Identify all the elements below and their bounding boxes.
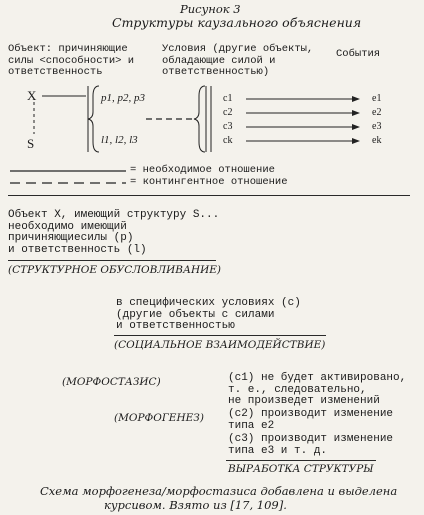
footer-line-2: курсивом. Взято из [17, 109].: [104, 498, 287, 512]
morphostasis-label: (МОРФОСТАЗИС): [62, 376, 161, 388]
legend-dashed-text: = контингентное отношение: [130, 176, 288, 188]
block1-line: необходимо имеющий: [8, 220, 127, 233]
block1-rule: [8, 260, 216, 261]
arrow-c2-e2: [246, 110, 360, 116]
arrow-ck-ek: [246, 138, 360, 144]
conditions-heading-line: Условия (другие объекты,: [162, 43, 314, 55]
object-heading-line: Объект: причиняющие: [8, 43, 128, 55]
block1-line: Объект X, имеющий структуру S...: [8, 209, 220, 221]
label-ck: ck: [223, 135, 233, 146]
figure-label: Рисунок 3: [180, 2, 241, 16]
c3-line: (c3) производит изменение: [228, 433, 394, 445]
block3-rule: [226, 460, 376, 461]
label-s: S: [27, 136, 35, 151]
block2-line: и ответственностью: [116, 320, 235, 332]
c3-text: [228, 434, 393, 457]
c1-line: не произведет изменений: [228, 395, 380, 407]
block2-caption: (СОЦИАЛЬНОЕ ВЗАИМОДЕЙСТВИЕ): [114, 339, 326, 351]
label-e2: e2: [372, 107, 382, 118]
label-ek: ek: [372, 135, 382, 146]
object-heading-line: силы <способности> и: [8, 54, 135, 67]
block2-line: в специфических условиях (с): [116, 297, 301, 309]
conditions-heading-line: ответственностью): [162, 66, 270, 78]
label-x: X: [27, 88, 37, 103]
figure-title: Структуры каузального объяснения: [112, 15, 362, 30]
block3-caption: ВЫРАБОТКА СТРУКТУРЫ: [228, 463, 374, 475]
label-e1: e1: [372, 93, 382, 104]
object-heading-line: ответственность: [8, 66, 103, 78]
arrow-c3-e3: [246, 124, 360, 130]
block1-line: и ответственность (l): [8, 243, 147, 256]
events-heading: События: [336, 48, 381, 60]
block1-text: [8, 210, 219, 256]
footer-line-1: Схема морфогенеза/морфостазиса добавлена и выделена: [40, 484, 398, 498]
block2-text: [116, 298, 301, 333]
block2-line: (другие объекты с силами: [116, 308, 275, 321]
c2-text: [228, 409, 393, 432]
c1-line: т. е., следовательно,: [228, 383, 367, 396]
block1-caption: (СТРУКТУРНОЕ ОБУСЛОВЛИВАНИЕ): [8, 264, 222, 276]
label-e3: e3: [372, 121, 382, 132]
label-c1: c1: [223, 93, 233, 104]
c2-line: (c2) производит изменение: [228, 408, 394, 420]
arrow-c1-e1: [246, 96, 360, 102]
c2-line: типа e2: [228, 419, 275, 432]
label-l-group: l1, l2, l3: [101, 134, 138, 146]
divider: [8, 195, 410, 196]
block1-line: причиняющиесилы (p): [8, 232, 134, 244]
label-p-group: p1, p2, p3: [101, 92, 145, 104]
brace-pl: [88, 86, 99, 152]
label-c2: c2: [223, 107, 233, 118]
brace-c: [194, 86, 205, 152]
label-c3: c3: [223, 121, 233, 132]
c1-line: (c1) не будет активировано,: [228, 372, 407, 384]
conditions-heading-line: обладающие силой и: [162, 54, 276, 67]
legend-solid-text: = необходимое отношение: [130, 164, 275, 176]
morphogenesis-label: (МОРФОГЕНЕЗ): [114, 412, 204, 424]
block2-rule: [114, 335, 326, 336]
c1-text: [228, 373, 406, 408]
c3-line: типа e3 и т. д.: [228, 444, 328, 457]
